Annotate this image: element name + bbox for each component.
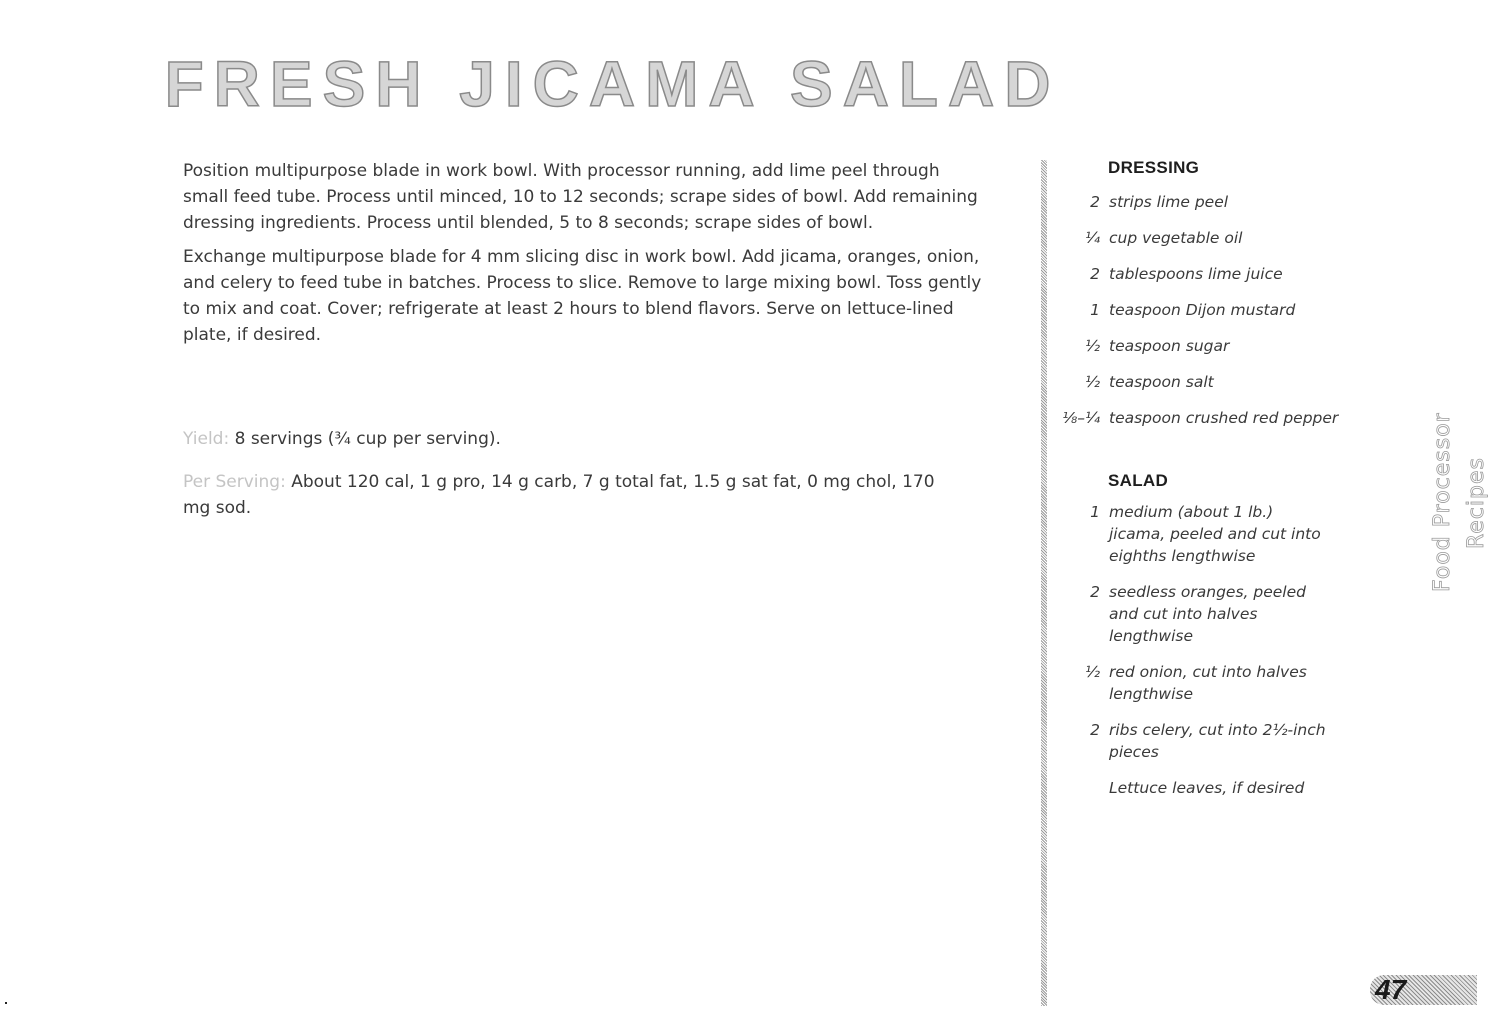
- ingredient-item: [1050, 227, 1408, 249]
- scan-speck: [5, 1002, 7, 1004]
- page-number: 47: [1375, 974, 1407, 1005]
- ingredient-item: [1050, 581, 1408, 647]
- yield-note: [183, 426, 983, 452]
- per-serving-label: Per Serving:: [183, 472, 286, 492]
- per-serving-text: About 120 cal, 1 g pro, 14 g carb, 7 g total fat, 1.5 g sat fat, 0 mg chol, 170 mg sod.: [183, 472, 935, 518]
- ingredient-item: [1050, 335, 1408, 357]
- ingredient-desc: tablespoons lime juice: [1109, 265, 1283, 283]
- column-divider: [1041, 160, 1047, 1006]
- per-serving-note: [183, 469, 943, 521]
- ingredient-qty: 1: [1090, 301, 1100, 319]
- recipe-title: FRESH JICAMA SALAD: [164, 48, 1061, 120]
- ingredient-qty: 2: [1090, 583, 1100, 601]
- ingredient-desc: red onion, cut into halves lengthwise: [1109, 663, 1307, 703]
- ingredient-qty: ½: [1084, 373, 1100, 391]
- ingredient-item: [1050, 191, 1408, 213]
- ingredient-qty: ½: [1084, 663, 1100, 681]
- ingredient-qty: ⅛–¼: [1062, 409, 1100, 427]
- ingredient-desc: teaspoon salt: [1109, 373, 1214, 391]
- ingredient-item: [1050, 371, 1408, 393]
- salad-list: [1084, 501, 1408, 799]
- ingredient-qty: 2: [1090, 721, 1100, 739]
- section-side-label: Food Processor Recipes: [1430, 412, 1489, 593]
- dressing-list: [1062, 191, 1408, 429]
- dressing-heading: DRESSING: [1108, 158, 1200, 177]
- ingredients-panel: [1062, 158, 1408, 799]
- ingredient-item: [1050, 299, 1408, 321]
- ingredient-desc: strips lime peel: [1109, 193, 1229, 211]
- ingredient-desc: medium (about 1 lb.) jicama, peeled and cut into eighths lengthwise: [1109, 503, 1321, 565]
- ingredient-desc: ribs celery, cut into 2½-inch pieces: [1109, 721, 1326, 761]
- ingredient-desc: Lettuce leaves, if desired: [1109, 779, 1305, 797]
- ingredient-desc: seedless oranges, peeled and cut into halves lengthwise: [1109, 583, 1306, 645]
- ingredient-desc: teaspoon Dijon mustard: [1109, 301, 1296, 319]
- ingredient-qty: 1: [1090, 503, 1100, 521]
- ingredient-item: [1050, 263, 1408, 285]
- yield-label: Yield:: [183, 429, 230, 449]
- ingredient-qty: 2: [1090, 193, 1100, 211]
- ingredient-qty: [1050, 777, 1109, 799]
- instructions: [183, 158, 983, 356]
- instruction-paragraph: Position multipurpose blade in work bowl. With processor running, add lime peel through small feed tube. Process until minced, 10 to 12 seconds; scrape sides of bowl. Add remaining dressing ingredients. Process until blended, 5 to 8 seconds; scrape sides of bowl.: [183, 161, 978, 233]
- ingredient-desc: cup vegetable oil: [1109, 229, 1243, 247]
- ingredient-item: [1050, 407, 1408, 429]
- salad-heading: SALAD: [1108, 471, 1169, 490]
- instruction-paragraph: Exchange multipurpose blade for 4 mm slicing disc in work bowl. Add jicama, oranges, onion, and celery to feed tube in batches. Process to slice. Remove to large mixing bowl. Toss gently to mix and coat. Cover; refrigerate at least 2 hours to blend flavors. Serve on lettuce-lined plate, if desired.: [183, 247, 982, 345]
- ingredient-desc: teaspoon sugar: [1109, 337, 1230, 355]
- ingredient-item: [1050, 501, 1408, 567]
- ingredient-desc: teaspoon crushed red pepper: [1109, 409, 1339, 427]
- yield-text: 8 servings (¾ cup per serving).: [234, 429, 501, 449]
- ingredient-qty: ½: [1084, 337, 1100, 355]
- ingredient-item: [1050, 777, 1408, 799]
- ingredient-item: [1050, 661, 1408, 705]
- ingredient-qty: 2: [1090, 265, 1100, 283]
- ingredient-qty: ¼: [1084, 229, 1100, 247]
- ingredient-item: [1050, 719, 1408, 763]
